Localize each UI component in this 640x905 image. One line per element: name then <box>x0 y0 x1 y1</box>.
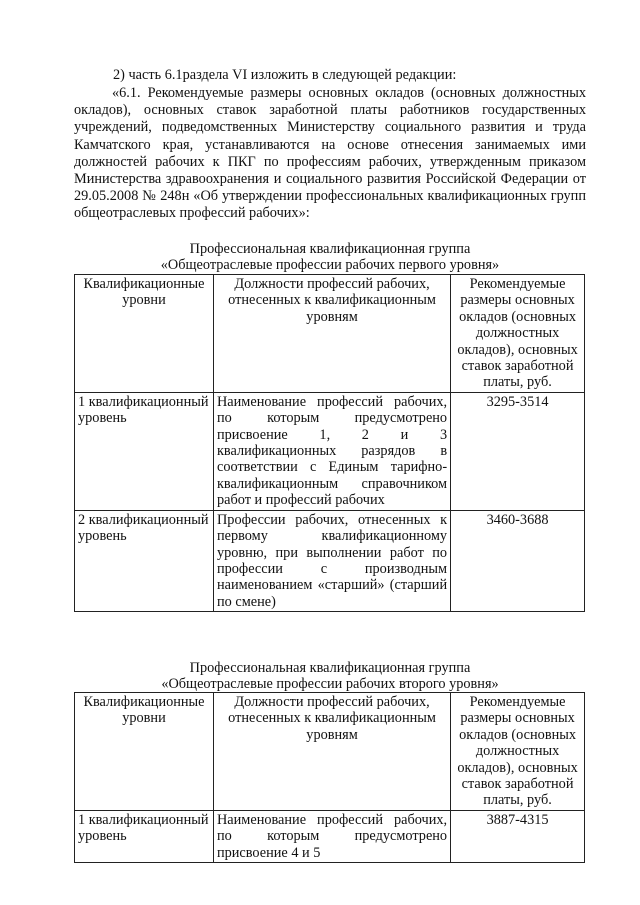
table-row <box>75 510 585 611</box>
salary-cell: 3295-3514 <box>451 392 585 510</box>
group1-caption-line1: Профессиональная квалификационная группа <box>189 241 471 257</box>
level-cell: 1 квалификационный уровень <box>75 392 214 510</box>
level-cell: 2 квалификационный уровень <box>75 510 214 611</box>
description-cell: Наименование профессий рабочих, по которым предусмотрено присвоение 4 и 5 <box>213 810 450 862</box>
table-header-row <box>75 693 585 811</box>
table-row <box>75 810 585 862</box>
group1-caption <box>74 241 586 273</box>
header-salary: Рекомендуемые размеры основных окладов (основных должностных окладов), основных ставок заработной платы, руб. <box>451 275 585 393</box>
header-positions: Должности профессий рабочих, отнесенных к квалификационным уровням <box>213 693 450 811</box>
intro-line-1: 2) часть 6.1раздела VI изложить в следующей редакции: <box>113 67 457 83</box>
salary-cell: 3460-3688 <box>451 510 585 611</box>
group2-caption <box>74 660 586 692</box>
description-cell: Наименование профессий рабочих, по которым предусмотрено присвоение 1, 2 и 3 квалификационных разрядов в соответствии с Единым тарифно-квалификационным справочником работ и профессий рабочих <box>213 392 450 510</box>
group2-caption-line2: «Общеотраслевые профессии рабочих второго уровня» <box>161 676 499 692</box>
group1-caption-line2: «Общеотраслевые профессии рабочих первого уровня» <box>160 257 500 273</box>
group2-caption-line1: Профессиональная квалификационная группа <box>189 660 471 676</box>
table-header-row <box>75 275 585 393</box>
table-row <box>75 392 585 510</box>
header-positions: Должности профессий рабочих, отнесенных к квалификационным уровням <box>213 275 450 393</box>
header-levels: Квалификационные уровни <box>75 693 214 811</box>
header-salary: Рекомендуемые размеры основных окладов (основных должностных окладов), основных ставок заработной платы, руб. <box>451 693 585 811</box>
header-levels: Квалификационные уровни <box>75 275 214 393</box>
salary-cell: 3887-4315 <box>451 810 585 862</box>
level-cell: 1 квалификационный уровень <box>75 810 214 862</box>
description-cell: Профессии рабочих, отнесенных к первому квалификационному уровню, при выполнении работ по профессии с производным наименованием «старший» (старший по смене) <box>213 510 450 611</box>
group1-table <box>74 274 585 612</box>
group2-table <box>74 692 585 863</box>
intro-paragraph: «6.1. Рекомендуемые размеры основных окладов (основных должностных окладов), основных ставок заработной платы работников государственных учреждений, подведомственных Министерству социального развития и труда Камчатского края, устанавливаются на основе отнесения занимаемых ими должностей рабочих к ПКГ по профессиям рабочих, утвержденным приказом Министерства здравоохранения и социального развития Российской Федерации от 29.05.2008 № 248н «Об утверждении профессиональных квалификационных групп общеотраслевых профессий рабочих»: <box>74 85 586 222</box>
